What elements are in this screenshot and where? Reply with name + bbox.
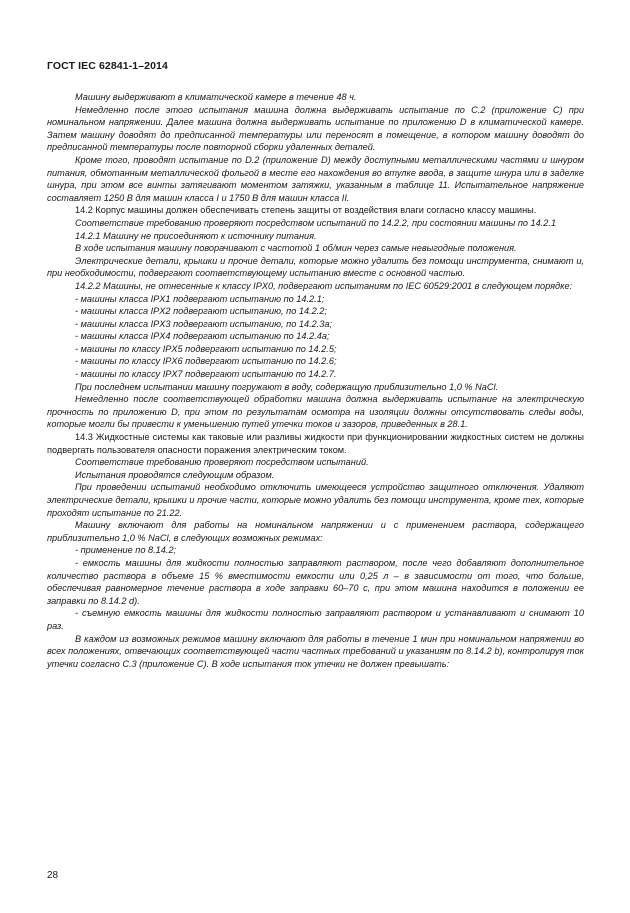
paragraph: При проведении испытаний необходимо отключить имеющееся устройство защитного отключения. Удаляют электрические детали, крышки и прочие части, которые можно удалить без помощи инструмента, кроме тех, которые проходят испытание по 21.22. <box>47 482 584 518</box>
list-item: - машины класса IPX3 подвергают испытанию, по 14.2.3а; <box>75 318 333 329</box>
paragraph: При последнем испытании машину погружают в воду, содержащую приблизительно 1,0 % NaCl. <box>75 381 499 392</box>
list-item: - применение по 8.14.2; <box>75 545 177 556</box>
paragraph: Машину включают для работы на номинальном напряжении и с применением раствора, содержащего приблизительно 1,0 % NaCl, в следующих возможных режимах: <box>47 520 584 543</box>
paragraph: Кроме того, проводят испытание по D.2 (приложение D) между доступными металлическими частями и шнуром питания, обмотанным металлической фольгой в месте его нахождения во втулке ввода, в защите шнура или в заделке шнура, при этом все винты затягивают моментом затяжки, указанным в таблице 11. Испытательное напряжение составляет 1250 В для машин класса I и 1750 В для машин класса II. <box>47 154 584 203</box>
paragraph: Немедленно после соответствующей обработки машина должна выдерживать испытание на электрическую прочность по приложению D, при этом по результатам осмотра на изоляции должны отсутствовать следы воды, которые могли бы привести к уменьшению путей утечки токов и зазоров, приведенных в 28.1. <box>47 394 584 430</box>
paragraph: Соответствие требованию проверяют посредством испытаний. <box>75 457 369 468</box>
document-body <box>47 91 584 670</box>
paragraph: 14.3 Жидкостные системы как таковые или разливы жидкости при функционировании жидкостных систем не должны подвергать пользователя опасности поражения электрическим током. <box>47 432 584 455</box>
list-item: - съемную емкость машины для жидкости полностью заправляют раствором и устанавливают и снимают 10 раз. <box>47 608 584 631</box>
paragraph: В каждом из возможных режимов машину включают для работы в течение 1 мин при номинальном напряжении во всех положениях, отвечающих соответствующей части частных требований и указаниям по 8.14.2 b), контролируя ток утечки согласно С.3 (приложение С). В ходе испытания ток утечки не должен превышать: <box>47 633 584 669</box>
page-number: 28 <box>47 870 59 881</box>
paragraph: 14.2.1 Машину не присоединяют к источнику питания. <box>75 230 317 241</box>
paragraph: Электрические детали, крышки и прочие детали, которые можно удалить без помощи инструмента, снимают и, при необходимости, подвергают соответствующему испытанию вместе с основной частью. <box>47 255 584 279</box>
list-item: - машины по классу IPX6 подвергают испытанию по 14.2.6; <box>75 356 337 367</box>
paragraph: 14.2 Корпус машины должен обеспечивать степень защиты от воздействия влаги согласно классу машины. <box>75 205 537 216</box>
list-item: - машины класса IPX4 подвергают испытанию по 14.2.4а; <box>75 331 330 342</box>
list-item: - машины класса IPX2 подвергают испытанию, по 14.2.2; <box>75 306 327 317</box>
document-header: ГОСТ IEC 62841-1–2014 <box>47 60 168 72</box>
paragraph: 14.2.2 Машины, не отнесенные к классу IPX0, подвергают испытаниям по IEC 60529:2001 в следующем порядке: <box>75 280 573 291</box>
paragraph: Немедленно после этого испытания машина должна выдерживать испытание по С.2 (приложение С) при номинальном напряжении. Далее машина должна выдерживать испытание по приложению D в климатической камере. Затем машину доводят до предписанной температуры или переносят в помещение, в котором машину доводят до предписанной температуры после повторной сборки удаленных деталей. <box>47 104 584 153</box>
paragraph: Соответствие требованию проверяют посредством испытаний по 14.2.2, при состоянии машины по 14.2.1 <box>75 217 557 228</box>
list-item: - машины по классу IPX5 подвергают испытанию по 14.2.5; <box>75 343 337 354</box>
paragraph: В ходе испытания машину поворачивают с частотой 1 об/мин через самые невыгодные положения. <box>75 243 517 254</box>
paragraph: Машину выдерживают в климатической камере в течение 48 ч. <box>75 92 357 102</box>
list-item: - машины по классу IPX7 подвергают испытанию по 14.2.7. <box>75 369 337 380</box>
list-item: - машины класса IPX1 подвергают испытанию по 14.2.1; <box>75 293 325 304</box>
paragraph: Испытания проводятся следующим образом. <box>75 469 275 480</box>
list-item: - емкость машины для жидкости полностью заправляют раствором, после чего добавляют дополнительное количество раствора в объеме 15 % вместимости емкости или 0,25 л – в зависимости от того, что больше, обеспечивая равномерное течение раствора в ходе заправки 60–70 с, при этом машина находится в положении ее заправки по 8.14.2 d). <box>47 557 584 606</box>
